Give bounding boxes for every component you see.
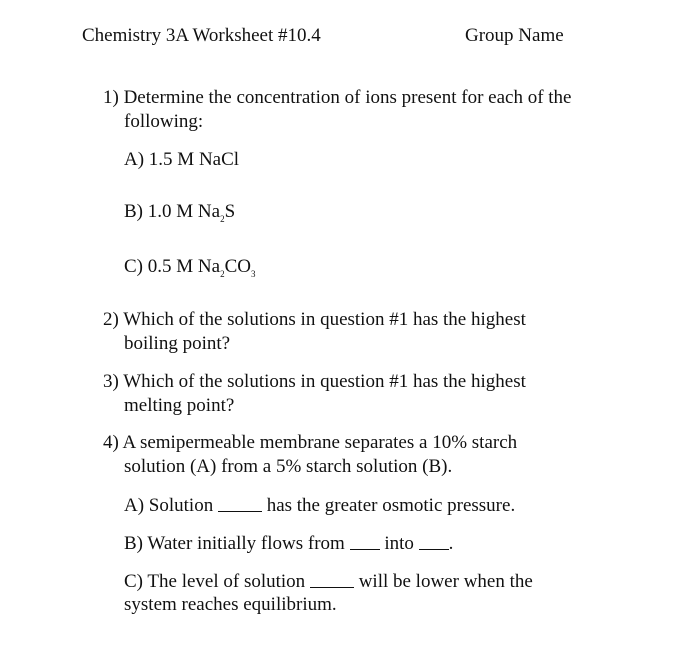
- q1-text-line2: following:: [124, 111, 204, 132]
- answer-blank-q4b-from[interactable]: [350, 531, 380, 550]
- answer-blank-q4b-into[interactable]: [419, 531, 449, 550]
- q4-part-c: [124, 569, 533, 594]
- q4-c-before: C) The level of solution: [124, 571, 306, 592]
- q4-c-after: will be lower when the: [358, 571, 533, 592]
- answer-blank-q4c[interactable]: [310, 569, 354, 588]
- q1-c-mid: CO: [224, 256, 251, 277]
- q4-a-before: A) Solution: [124, 495, 214, 516]
- q4-b-middle: into: [384, 533, 414, 554]
- answer-blank-q4a[interactable]: [218, 493, 262, 512]
- q1-b-subscript: 2: [220, 214, 225, 224]
- q1-text-line1: 1) Determine the concentration of ions present for each of the: [103, 87, 572, 108]
- q1-a-text: A) 1.5 M NaCl: [124, 149, 240, 170]
- q2-text-line1: 2) Which of the solutions in question #1 has the highest: [103, 309, 526, 330]
- q3-text-line2: melting point?: [124, 395, 235, 416]
- q1-part-c: [124, 255, 255, 279]
- q1-c-subscript-2: 3: [250, 269, 256, 279]
- q4-part-a: [124, 493, 515, 518]
- q1-c-text: C) 0.5 M Na: [124, 256, 221, 277]
- q2-text-line2: boiling point?: [124, 333, 231, 354]
- q1-b-rest: S: [224, 201, 236, 222]
- group-name-label: Group Name: [465, 25, 564, 46]
- q1-b-text: B) 1.0 M Na: [124, 201, 221, 222]
- worksheet-title: Chemistry 3A Worksheet #10.4: [82, 25, 321, 46]
- q4-text-line2: solution (A) from a 5% starch solution (B).: [124, 456, 453, 477]
- q1-part-b: [124, 200, 235, 224]
- q3-text-line1: 3) Which of the solutions in question #1 has the highest: [103, 371, 526, 392]
- q4-b-before: B) Water initially flows from: [124, 533, 345, 554]
- q1-c-subscript-1: 2: [220, 269, 225, 279]
- q4-part-b: [124, 531, 453, 556]
- q4-text-line1: 4) A semipermeable membrane separates a 10% starch: [103, 432, 518, 453]
- q4-c-line2: system reaches equilibrium.: [124, 594, 337, 615]
- q4-a-after: has the greater osmotic pressure.: [266, 495, 516, 516]
- q1-part-a: [124, 148, 239, 172]
- q4-b-after: .: [448, 533, 454, 554]
